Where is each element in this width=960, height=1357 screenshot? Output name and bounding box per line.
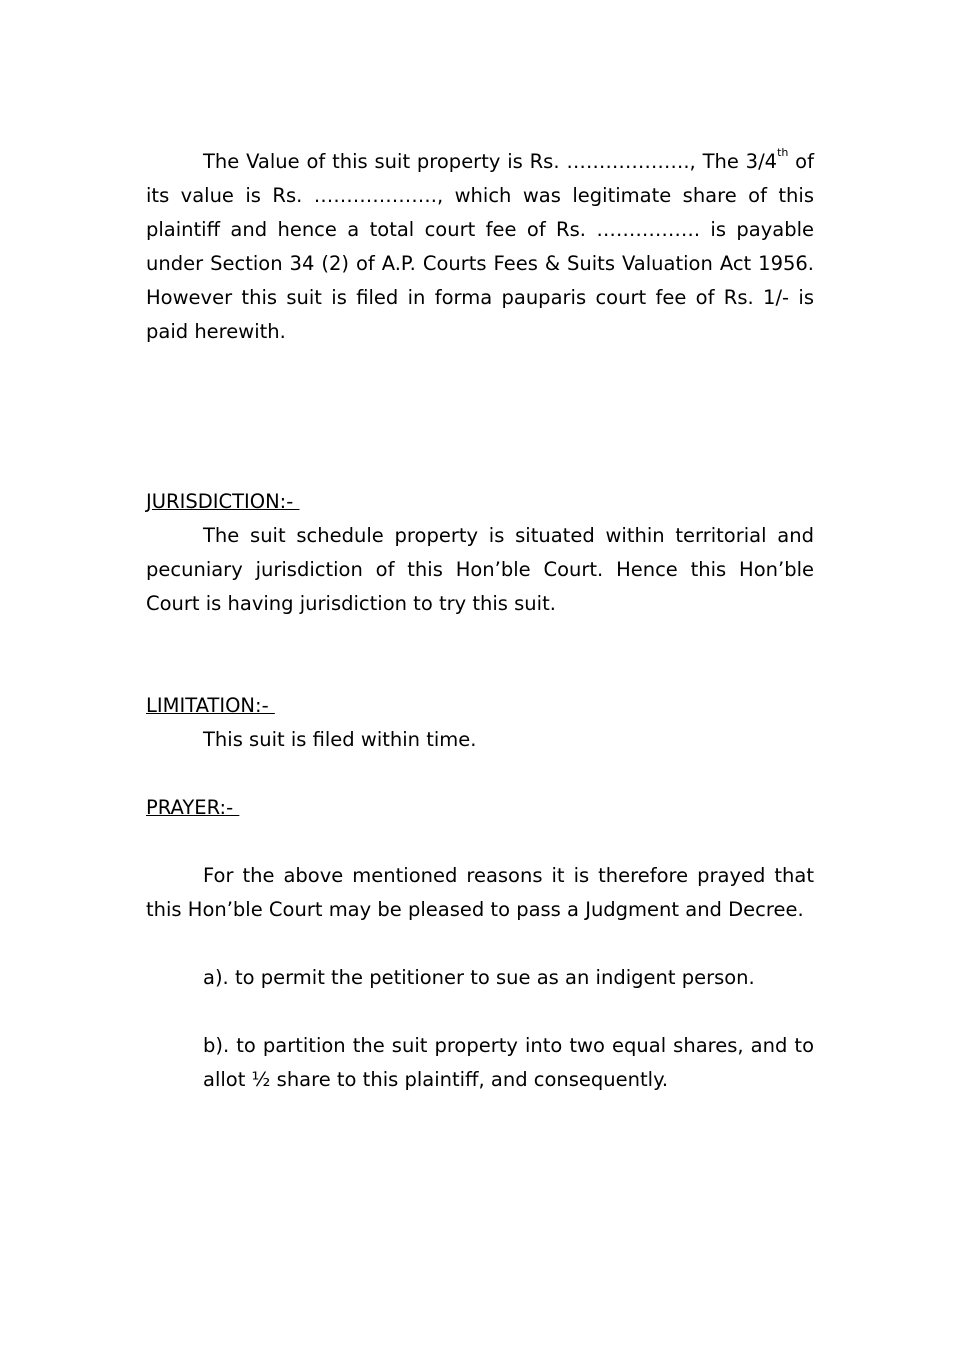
spacer [146, 621, 814, 689]
prayer-item-a: a). to permit the petitioner to sue as an indigent person. [203, 966, 755, 989]
valuation-superscript: th [777, 146, 789, 159]
spacer [146, 757, 814, 791]
jurisdiction-paragraph: The suit schedule property is situated within territorial and pecuniary jurisdiction of this Hon’ble Court. Hence this Hon’ble Court is having jurisdiction to try this suit. [146, 524, 814, 615]
valuation-paragraph [146, 145, 814, 349]
prayer-heading: PRAYER:- [146, 796, 240, 819]
jurisdiction-heading: JURISDICTION:- [146, 490, 300, 513]
limitation-heading: LIMITATION:- [146, 694, 275, 717]
prayer-paragraph: For the above mentioned reasons it is therefore prayed that this Hon’ble Court may be pleased to pass a Judgment and Decree. [146, 864, 814, 921]
limitation-paragraph: This suit is filed within time. [203, 728, 477, 751]
valuation-text-start: The Value of this suit property is Rs. ………………., The 3/4 [203, 150, 778, 173]
spacer [146, 927, 814, 961]
document-page [146, 145, 814, 1097]
valuation-text-end: of its value is Rs. ………………., which was legitimate share of this plaintiff and hence a total court fee of Rs. ……………. is payable under Section 34 (2) of A.P. Courts Fees & Suits Valuation Act 1956. However this suit is filed in forma pauparis court fee of Rs. 1/- is paid herewith. [146, 150, 814, 343]
spacer [146, 349, 814, 485]
prayer-item-b: b). to partition the suit property into two equal shares, and to allot ½ share to this plaintiff, and consequently. [203, 1034, 814, 1091]
spacer [146, 825, 814, 859]
spacer [146, 995, 814, 1029]
